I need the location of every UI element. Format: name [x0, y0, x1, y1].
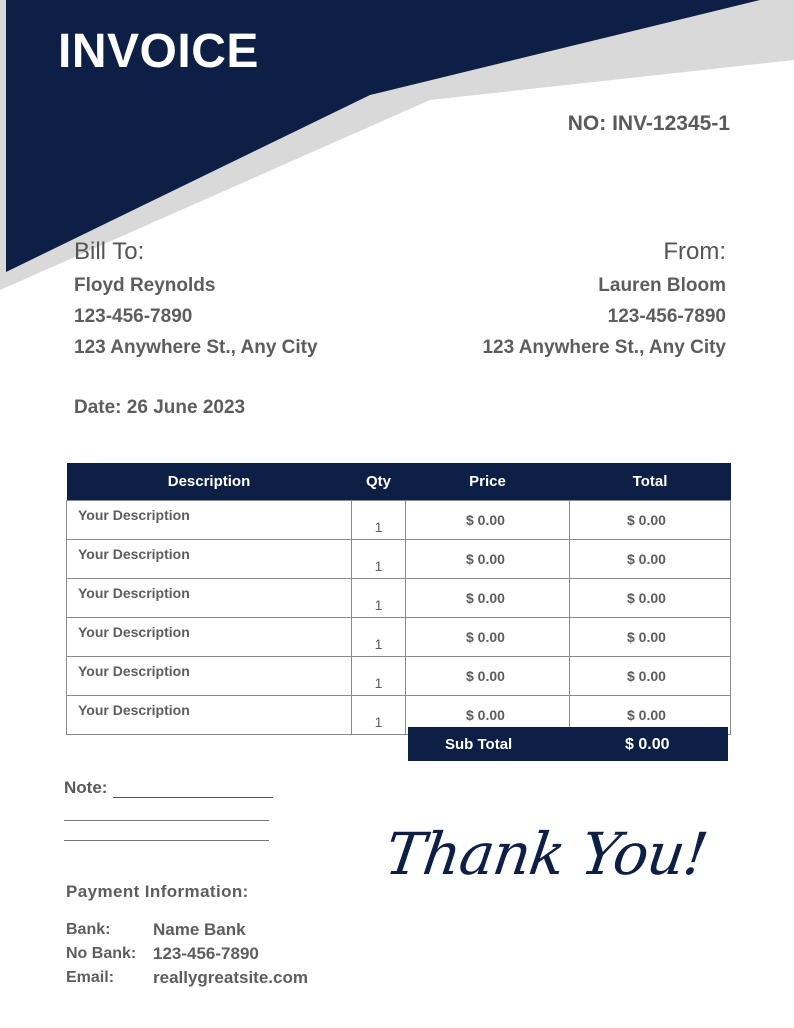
row-price: $ 0.00 — [406, 540, 570, 579]
items-table — [66, 463, 731, 735]
row-description: Your Description — [67, 501, 352, 540]
bill-to-address: 123 Anywhere St., Any City — [74, 337, 318, 358]
email-label: Email: — [66, 969, 115, 986]
subtotal-value: $ 0.00 — [625, 736, 670, 753]
from-address: 123 Anywhere St., Any City — [482, 337, 726, 358]
column-header-description: Description — [67, 463, 352, 501]
from-heading: From: — [663, 238, 726, 265]
row-total: $ 0.00 — [570, 657, 731, 696]
invoice-date: Date: 26 June 2023 — [74, 397, 246, 418]
thank-you-signature: Thank You! — [381, 820, 712, 888]
row-price: $ 0.00 — [406, 579, 570, 618]
table-row — [67, 579, 731, 618]
column-header-total: Total — [570, 463, 731, 501]
table-row — [67, 501, 731, 540]
table-header-row — [67, 463, 731, 501]
invoice-number: NO: INV-12345-1 — [567, 112, 730, 135]
no-bank-label: No Bank: — [66, 945, 137, 962]
row-qty: 1 — [352, 657, 406, 696]
row-qty: 1 — [352, 618, 406, 657]
row-description: Your Description — [67, 579, 352, 618]
no-bank-value: 123-456-7890 — [153, 944, 259, 963]
row-qty: 1 — [352, 579, 406, 618]
from-name: Lauren Bloom — [598, 275, 726, 296]
bill-to-name: Floyd Reynolds — [74, 275, 216, 296]
note-line — [64, 840, 269, 841]
bank-label: Bank: — [66, 921, 111, 938]
row-qty: 1 — [352, 696, 406, 735]
row-total: $ 0.00 — [570, 696, 731, 735]
row-description: Your Description — [67, 540, 352, 579]
row-total: $ 0.00 — [570, 540, 731, 579]
bank-value: Name Bank — [153, 920, 246, 939]
bill-to-block — [74, 238, 318, 359]
subtotal-label: Sub Total — [445, 736, 513, 753]
column-header-price: Price — [406, 463, 570, 501]
bill-to-phone: 123-456-7890 — [74, 306, 193, 327]
subtotal-bar — [408, 727, 728, 761]
row-price: $ 0.00 — [406, 657, 570, 696]
bill-to-heading: Bill To: — [74, 238, 145, 265]
row-total: $ 0.00 — [570, 579, 731, 618]
row-description: Your Description — [67, 696, 352, 735]
note-label: Note: — [64, 778, 108, 797]
table-row — [67, 540, 731, 579]
row-qty: 1 — [352, 540, 406, 579]
invoice-title: INVOICE — [58, 25, 259, 78]
row-price: $ 0.00 — [406, 696, 570, 735]
table-row — [67, 618, 731, 657]
note-line — [64, 820, 269, 821]
note-underline — [113, 797, 273, 798]
table-row — [67, 657, 731, 696]
row-total: $ 0.00 — [570, 618, 731, 657]
row-description: Your Description — [67, 657, 352, 696]
from-phone: 123-456-7890 — [607, 306, 726, 327]
row-description: Your Description — [67, 618, 352, 657]
row-price: $ 0.00 — [406, 501, 570, 540]
from-block — [482, 238, 726, 359]
payment-title: Payment Information: — [66, 882, 249, 901]
row-qty: 1 — [352, 501, 406, 540]
row-total: $ 0.00 — [570, 501, 731, 540]
email-value: reallygreatsite.com — [153, 968, 308, 987]
row-price: $ 0.00 — [406, 618, 570, 657]
column-header-qty: Qty — [352, 463, 406, 501]
